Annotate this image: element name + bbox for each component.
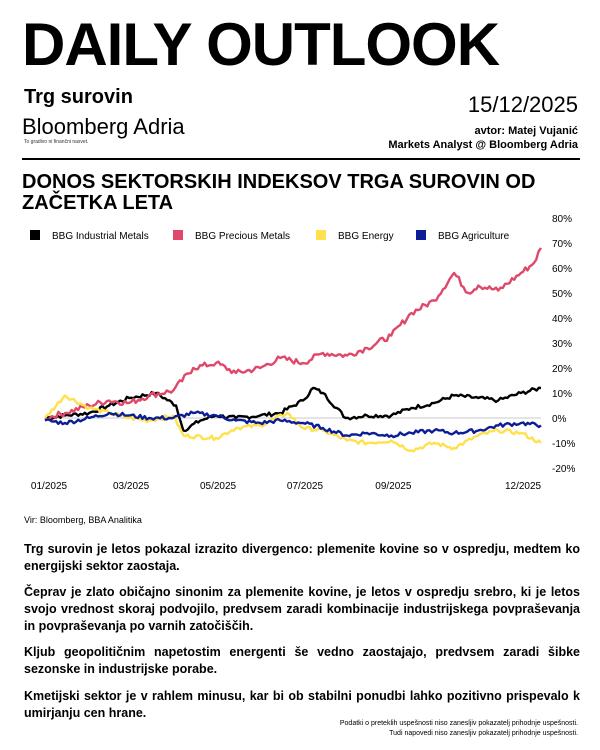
- brand-name: Bloomberg Adria: [22, 114, 185, 139]
- series-line-bbg-precious-metals: [45, 248, 541, 419]
- paragraph-silver: Čeprav je zlato običajno sinonim za plemenite kovine, je letos v ospredju srebro, ki je letos svojo vrednost skoraj podvojilo, predvsem zaradi kombinacije industrijskega povpraševanja in povpraševanja po varnih zatočiščih.: [24, 585, 580, 633]
- series-lines: [45, 248, 541, 451]
- legend-label: BBG Agriculture: [438, 231, 510, 242]
- y-tick-label: 40%: [552, 314, 573, 325]
- brand-tagline: To gradivo ni finančni nasvet.: [24, 139, 89, 145]
- x-tick-label: 03/2025: [113, 481, 150, 492]
- legend-swatch: [173, 230, 183, 240]
- publication-date: 15/12/2025: [467, 92, 578, 117]
- author-name: avtor: Matej Vujanić: [474, 125, 578, 137]
- header-divider: [22, 158, 580, 160]
- legend-swatch: [416, 230, 426, 240]
- y-tick-label: 10%: [552, 389, 573, 400]
- section-title: Trg surovin: [24, 86, 133, 108]
- disclaimer-forecasts: Tudi napovedi niso zanesljiv pokazatelj prihodnje uspešnosti.: [389, 730, 578, 737]
- disclaimer-past-performance: Podatki o preteklih uspešnosti niso zanesljiv pokazatelj prihodnje uspešnosti.: [339, 720, 578, 727]
- series-line-bbg-industrial-metals: [45, 388, 541, 431]
- commodity-index-chart: [0, 205, 600, 495]
- y-tick-label: 70%: [552, 239, 573, 250]
- x-axis-ticks: [31, 481, 542, 492]
- paragraph-energy: Kljub geopolitičnim napetostim energenti še vedno zaostajajo, predvsem zaradi šibke sezonske in industrijske porabe.: [24, 645, 580, 676]
- legend-label: BBG Industrial Metals: [52, 231, 149, 242]
- chart-source: Vir: Bloomberg, BBA Analitika: [24, 515, 142, 525]
- y-tick-label: 80%: [552, 214, 573, 225]
- y-tick-label: -20%: [552, 464, 576, 475]
- y-tick-label: 50%: [552, 289, 573, 300]
- y-tick-label: 30%: [552, 339, 573, 350]
- x-tick-label: 09/2025: [375, 481, 412, 492]
- series-line-bbg-agriculture: [45, 412, 541, 438]
- x-tick-label: 07/2025: [286, 481, 324, 492]
- y-axis-ticks: [552, 214, 575, 475]
- paragraph-agriculture: Kmetijski sektor je v rahlem minusu, kar bi ob stabilni ponudbi lahko pozitivno prispevalo k umirjanju cen hrane.: [24, 689, 580, 720]
- legend-swatch: [316, 230, 326, 240]
- y-tick-label: -10%: [552, 439, 576, 450]
- legend-label: BBG Energy: [338, 231, 394, 242]
- paragraph-divergence: Trg surovin je letos pokazal izrazito divergenco: plemenite kovine so v ospredju, medtem ko energijski sektor zaostaja.: [24, 542, 580, 573]
- x-tick-label: 01/2025: [30, 481, 68, 492]
- legend-swatch: [30, 230, 40, 240]
- legend-label: BBG Precious Metals: [195, 231, 291, 242]
- headline: DAILY OUTLOOK: [22, 11, 500, 78]
- chart-title: DONOS SEKTORSKIH INDEKSOV TRGA SUROVIN OD ZAČETKA LETA: [22, 171, 536, 214]
- y-tick-label: 60%: [552, 264, 573, 275]
- y-tick-label: 20%: [552, 364, 573, 375]
- x-tick-label: 12/2025: [504, 481, 542, 492]
- chart-legend: [30, 230, 510, 242]
- x-tick-label: 05/2025: [199, 481, 237, 492]
- author-role: Markets Analyst @ Bloomberg Adria: [388, 139, 578, 151]
- y-tick-label: 0%: [552, 414, 567, 425]
